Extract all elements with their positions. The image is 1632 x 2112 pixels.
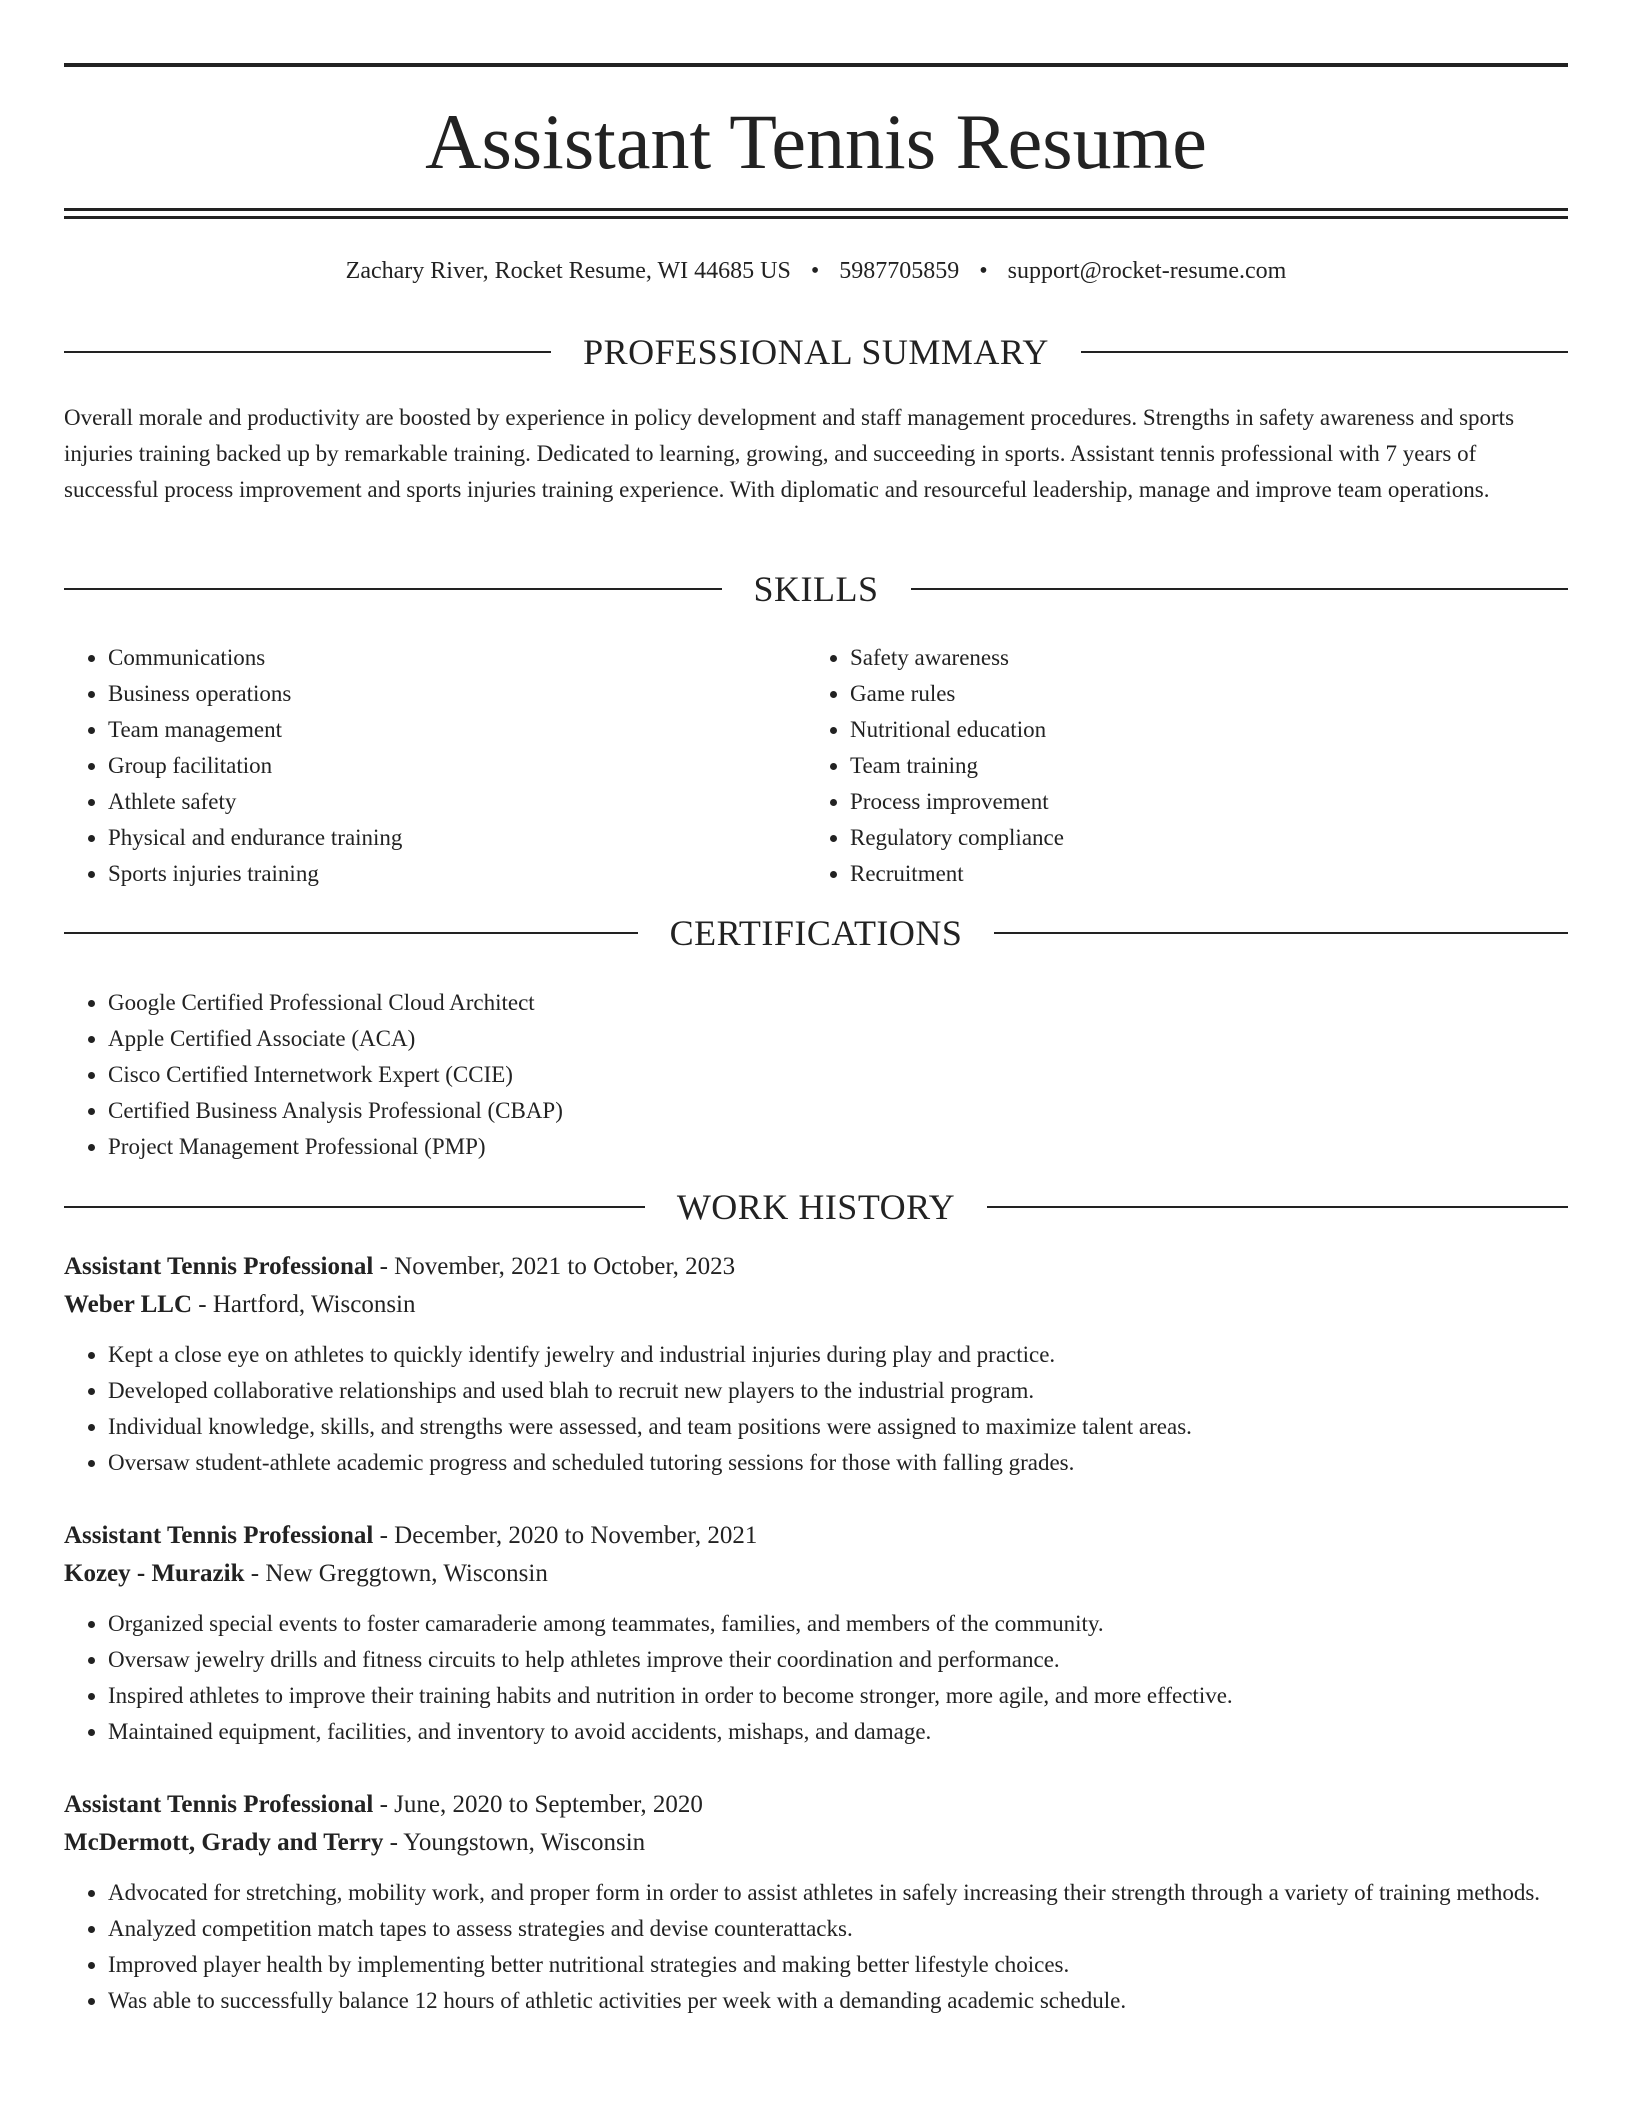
job-bullet: • Organized special events to foster camaraderie among teammates, families, and members of the community. <box>108 1606 1568 1642</box>
job-title: Assistant Tennis Professional <box>64 1522 374 1549</box>
work-heading <box>64 1185 1568 1229</box>
job-entry <box>64 1786 1568 2019</box>
job-entry <box>64 1517 1568 1750</box>
job-company: McDermott, Grady and Terry <box>64 1829 384 1856</box>
certifications-heading-label: CERTIFICATIONS <box>669 913 963 953</box>
job-bullets <box>64 1875 1568 2019</box>
skill-item: • Recruitment <box>850 856 1506 892</box>
job-bullet: • Analyzed competition match tapes to assess strategies and devise counterattacks. <box>108 1911 1568 1947</box>
title-rule-lower <box>64 216 1568 219</box>
job-title-line <box>64 1248 1568 1286</box>
job-title-line <box>64 1786 1568 1824</box>
summary-heading <box>64 330 1568 374</box>
job-location: - Youngstown, Wisconsin <box>383 1829 646 1856</box>
job-company-line <box>64 1286 1568 1324</box>
certifications-list <box>64 985 1568 1165</box>
skill-item: • Team management <box>108 712 764 748</box>
heading-rule <box>911 588 1569 590</box>
skill-item: • Game rules <box>850 676 1506 712</box>
certifications-heading <box>64 911 1568 955</box>
job-dates: - November, 2021 to October, 2023 <box>373 1253 736 1280</box>
skill-item: • Team training <box>850 748 1506 784</box>
job-entry <box>64 1248 1568 1481</box>
heading-rule <box>994 932 1568 934</box>
job-bullet: • Maintained equipment, facilities, and inventory to avoid accidents, mishaps, and damage. <box>108 1714 1568 1750</box>
job-company: Weber LLC <box>64 1291 193 1318</box>
job-bullet: • Advocated for stretching, mobility work, and proper form in order to assist athletes in safely increasing their strength through a variety of training methods. <box>108 1875 1568 1911</box>
certification-item: • Google Certified Professional Cloud Architect <box>108 985 1568 1021</box>
job-company-line <box>64 1824 1568 1862</box>
heading-rule <box>64 588 722 590</box>
job-bullet: • Oversaw jewelry drills and fitness circuits to help athletes improve their coordination and performance. <box>108 1642 1568 1678</box>
certification-item: • Apple Certified Associate (ACA) <box>108 1021 1568 1057</box>
contact-line <box>64 255 1568 287</box>
job-location: - Hartford, Wisconsin <box>192 1291 416 1318</box>
job-bullet: • Oversaw student-athlete academic progress and scheduled tutoring sessions for those with falling grades. <box>108 1445 1568 1481</box>
contact-email: support@rocket-resume.com <box>1007 258 1287 284</box>
job-dates: - June, 2020 to September, 2020 <box>373 1791 703 1818</box>
skill-item: • Physical and endurance training <box>108 820 764 856</box>
job-bullet: • Inspired athletes to improve their training habits and nutrition in order to become stronger, more agile, and more effective. <box>108 1678 1568 1714</box>
certifications-list <box>64 985 1568 1165</box>
heading-rule <box>64 932 638 934</box>
job-bullets <box>64 1337 1568 1481</box>
skill-item: • Sports injuries training <box>108 856 764 892</box>
skills-heading <box>64 567 1568 611</box>
contact-address: Zachary River, Rocket Resume, WI 44685 US <box>345 258 791 284</box>
job-dates: - December, 2020 to November, 2021 <box>373 1522 758 1549</box>
contact-separator: • <box>979 258 988 284</box>
job-title: Assistant Tennis Professional <box>64 1253 374 1280</box>
skills-right-list <box>806 640 1506 892</box>
job-bullet: • Developed collaborative relationships and used blah to recruit new players to the industrial program. <box>108 1373 1568 1409</box>
skill-item: • Nutritional education <box>850 712 1506 748</box>
page-title: Assistant Tennis Resume <box>425 98 1207 185</box>
heading-rule <box>987 1206 1568 1208</box>
heading-rule <box>64 1206 645 1208</box>
skills-left-column <box>64 640 764 892</box>
job-bullet: • Improved player health by implementing better nutritional strategies and making better lifestyle choices. <box>108 1947 1568 1983</box>
certification-item: • Project Management Professional (PMP) <box>108 1129 1568 1165</box>
heading-rule <box>1081 351 1568 353</box>
skills-right-column <box>806 640 1506 892</box>
top-rule <box>64 63 1568 67</box>
skills-heading-label: SKILLS <box>753 569 879 609</box>
job-company: Kozey - Murazik <box>64 1560 245 1587</box>
certification-item: • Certified Business Analysis Professional (CBAP) <box>108 1093 1568 1129</box>
skill-item: • Regulatory compliance <box>850 820 1506 856</box>
contact-phone: 5987705859 <box>839 258 960 284</box>
job-bullet: • Was able to successfully balance 12 hours of athletic activities per week with a demanding academic schedule. <box>108 1983 1568 2019</box>
job-bullets <box>64 1606 1568 1750</box>
skill-item: • Communications <box>108 640 764 676</box>
job-company-line <box>64 1555 1568 1593</box>
job-bullet: • Kept a close eye on athletes to quickly identify jewelry and industrial injuries during play and practice. <box>108 1337 1568 1373</box>
contact-separator: • <box>810 258 820 284</box>
skill-item: • Business operations <box>108 676 764 712</box>
skill-item: • Group facilitation <box>108 748 764 784</box>
skill-item: • Safety awareness <box>850 640 1506 676</box>
job-title-line <box>64 1517 1568 1555</box>
summary-heading-label: PROFESSIONAL SUMMARY <box>583 332 1049 372</box>
skill-item: • Athlete safety <box>108 784 764 820</box>
title-rule-upper <box>64 208 1568 211</box>
summary-text: Overall morale and productivity are boosted by experience in policy development and staff management procedures. Strengths in safety awareness and sports injuries training backed up by remarkable training. Dedicated to learning, growing, and succeeding in sports. Assistant tennis professional with 7 years of successful process improvement and sports injuries training experience. With diplomatic and resourceful leadership, manage and improve team operations. <box>64 405 1515 502</box>
skill-item: • Process improvement <box>850 784 1506 820</box>
job-location: - New Greggtown, Wisconsin <box>244 1560 548 1587</box>
job-bullet: • Individual knowledge, skills, and strengths were assessed, and team positions were assigned to maximize talent areas. <box>108 1409 1568 1445</box>
work-heading-label: WORK HISTORY <box>676 1187 956 1227</box>
certification-item: • Cisco Certified Internetwork Expert (CCIE) <box>108 1057 1568 1093</box>
job-title: Assistant Tennis Professional <box>64 1791 374 1818</box>
heading-rule <box>64 351 551 353</box>
skills-left-list <box>64 640 764 892</box>
